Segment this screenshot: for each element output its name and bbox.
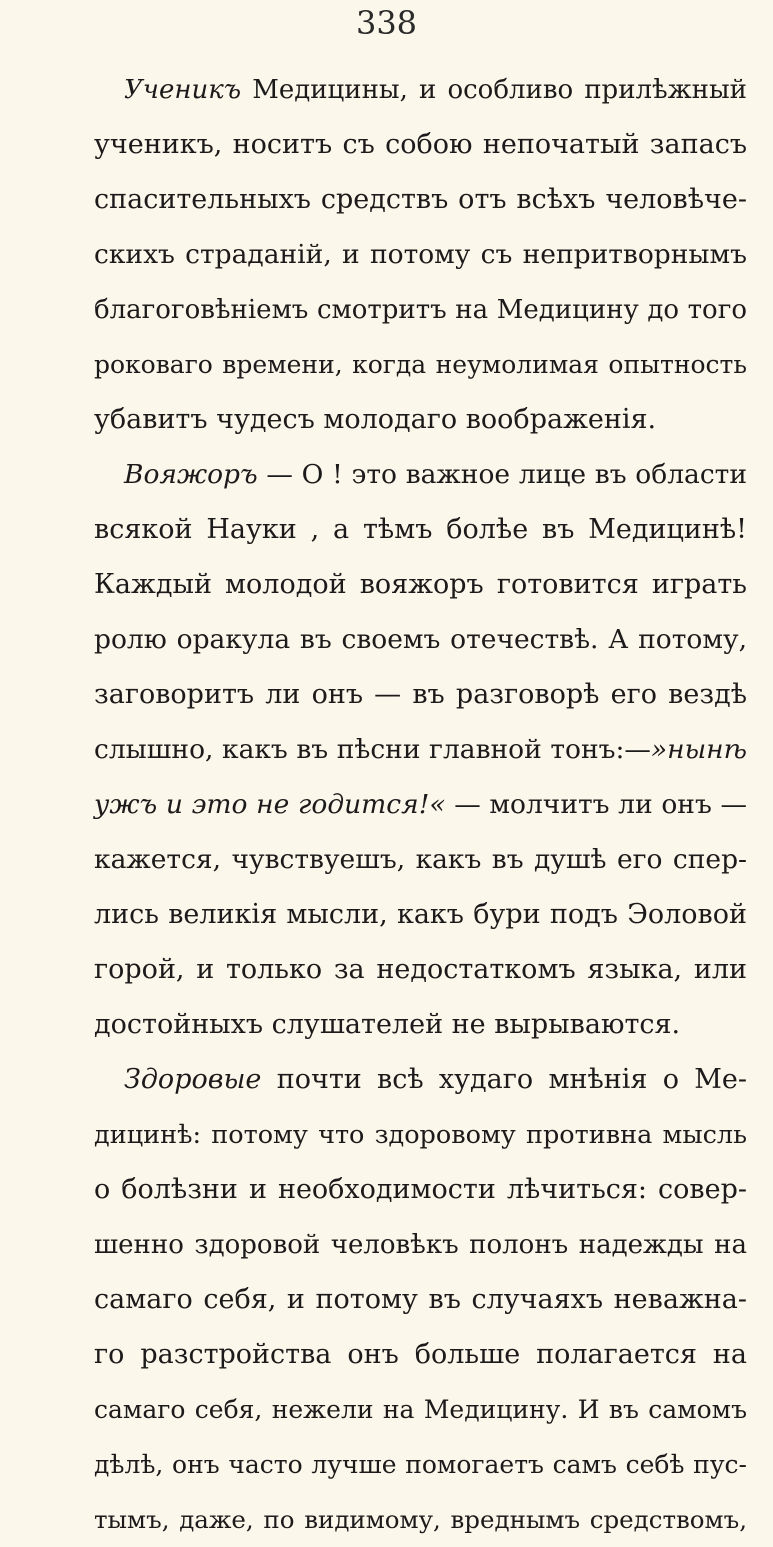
text-line: [94, 1492, 747, 1547]
text-line: [94, 392, 747, 447]
text-line: [94, 1437, 747, 1492]
text-line: [94, 777, 747, 832]
text-segment: тымъ, даже, по видимому, вреднымъ средствомъ,: [94, 1505, 747, 1534]
text-segment: достойныхъ слушателей не вырываются.: [94, 1009, 681, 1040]
text-line: [94, 667, 747, 722]
italic-term: Здоровые: [124, 1064, 262, 1095]
text-segment: дицинѣ: потому что здоровому противна мысль: [94, 1119, 747, 1150]
text-segment: почти всѣ худаго мнѣнія о Ме-: [261, 1064, 747, 1095]
text-line: [94, 117, 747, 172]
text-line: [94, 62, 747, 117]
text-line: [94, 1107, 747, 1162]
text-segment: заговоритъ ли онъ — въ разговорѣ его вездѣ: [94, 679, 747, 710]
text-segment: ролю оракула въ своемъ отечествѣ. А потому,: [94, 624, 747, 655]
text-line: [94, 1217, 747, 1272]
text-line: [94, 227, 747, 282]
text-segment: — молчитъ ли онъ —: [445, 789, 747, 820]
text-line: [94, 282, 747, 337]
text-segment: слышно, какъ въ пѣсни главной тонъ:—: [94, 734, 651, 765]
text-segment: убавитъ чудесъ молодаго воображенія.: [94, 404, 657, 435]
text-segment: спасительныхъ средствъ отъ всѣхъ человѣче-: [94, 184, 747, 215]
text-segment: Каждый молодой вояжоръ готовится играть: [94, 569, 747, 600]
italic-term: Вояжоръ: [124, 459, 258, 490]
text-line: [94, 942, 747, 997]
text-line: [94, 1272, 747, 1327]
text-segment: самаго себя, нежели на Медицину. И въ самомъ: [94, 1395, 747, 1424]
text-line: [94, 1052, 747, 1107]
text-line: [94, 502, 747, 557]
text-segment: всякой Науки , а тѣмъ болѣе въ Медицинѣ!: [94, 514, 747, 545]
body-text: [94, 62, 747, 1547]
text-segment: самаго себя, и потому въ случаяхъ неважна-: [94, 1284, 747, 1315]
text-segment: о болѣзни и необходимости лѣчиться: совер-: [94, 1174, 747, 1205]
text-segment: — О ! это важное лице въ области: [257, 459, 747, 490]
text-segment: дѣлѣ, онъ часто лучше помогаетъ самъ себѣ пус-: [94, 1450, 747, 1479]
text-segment: кажется, чувствуешъ, какъ въ душѣ его спер-: [94, 844, 747, 875]
italic-term: Ученикъ: [124, 74, 242, 105]
italic-term: ужъ и это не годится!«: [94, 789, 446, 820]
text-line: [94, 722, 747, 777]
text-line: [94, 887, 747, 942]
text-line: [94, 612, 747, 667]
text-line: [94, 337, 747, 392]
text-segment: скихъ страданій, и потому съ непритворнымъ: [94, 239, 747, 270]
text-line: [94, 447, 747, 502]
text-segment: ученикъ, носитъ съ собою непочатый запасъ: [94, 129, 747, 160]
text-line: [94, 557, 747, 612]
italic-term: »нынѣ: [650, 734, 747, 765]
page-number: 338: [355, 4, 418, 42]
text-line: [94, 1162, 747, 1217]
text-line: [94, 997, 747, 1052]
text-line: [94, 1382, 747, 1437]
text-segment: го разстройства онъ больше полагается на: [94, 1339, 747, 1370]
text-segment: горой, и только за недостаткомъ языка, или: [94, 954, 747, 985]
text-segment: роковаго времени, когда неумолимая опытность: [94, 350, 747, 379]
text-segment: Медицины, и особливо прилѣжный: [241, 74, 747, 105]
text-line: [94, 832, 747, 887]
text-line: [94, 172, 747, 227]
text-segment: благоговѣніемъ смотритъ на Медицину до того: [94, 294, 747, 325]
text-segment: лись великія мысли, какъ бури подъ Эоловой: [94, 899, 747, 930]
text-segment: шенно здоровой человѣкъ полонъ надежды на: [94, 1229, 747, 1260]
text-line: [94, 1327, 747, 1382]
